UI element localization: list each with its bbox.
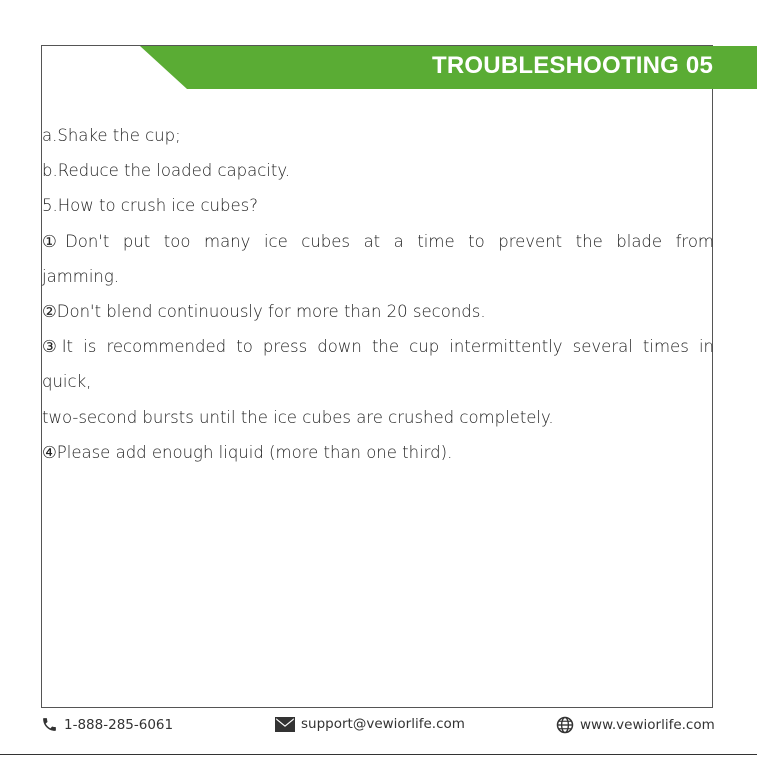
content-line: two-second bursts until the ice cubes are crushed completely. <box>42 407 554 427</box>
content-line: ③It is recommended to press down the cup intermittently several times in <box>42 337 714 357</box>
footer-email <box>275 716 465 732</box>
troubleshooting-content <box>42 118 714 470</box>
website-address: www.vewiorlife.com <box>580 717 715 733</box>
content-line: 5.How to crush ice cubes? <box>42 196 258 216</box>
page-title: TROUBLESHOOTING 05 <box>432 52 713 79</box>
content-line: quick, <box>42 372 92 392</box>
content-line: b.Reduce the loaded capacity. <box>42 161 290 181</box>
globe-icon <box>556 716 574 734</box>
email-address: support@vewiorlife.com <box>301 716 465 732</box>
content-line: ④Please add enough liquid (more than one third). <box>42 442 453 462</box>
content-line: ②Don't blend continuously for more than 20 seconds. <box>42 302 486 322</box>
bottom-rule <box>0 754 757 755</box>
footer <box>0 712 757 742</box>
content-line: jamming. <box>42 266 120 286</box>
footer-phone <box>41 716 173 733</box>
footer-web <box>556 716 715 734</box>
content-line: ①Don't put too many ice cubes at a time to prevent the blade from <box>42 231 714 251</box>
phone-number: 1-888-285-6061 <box>64 716 174 733</box>
content-line: a.Shake the cup; <box>42 126 181 145</box>
envelope-icon <box>275 717 295 732</box>
phone-icon <box>41 716 58 733</box>
